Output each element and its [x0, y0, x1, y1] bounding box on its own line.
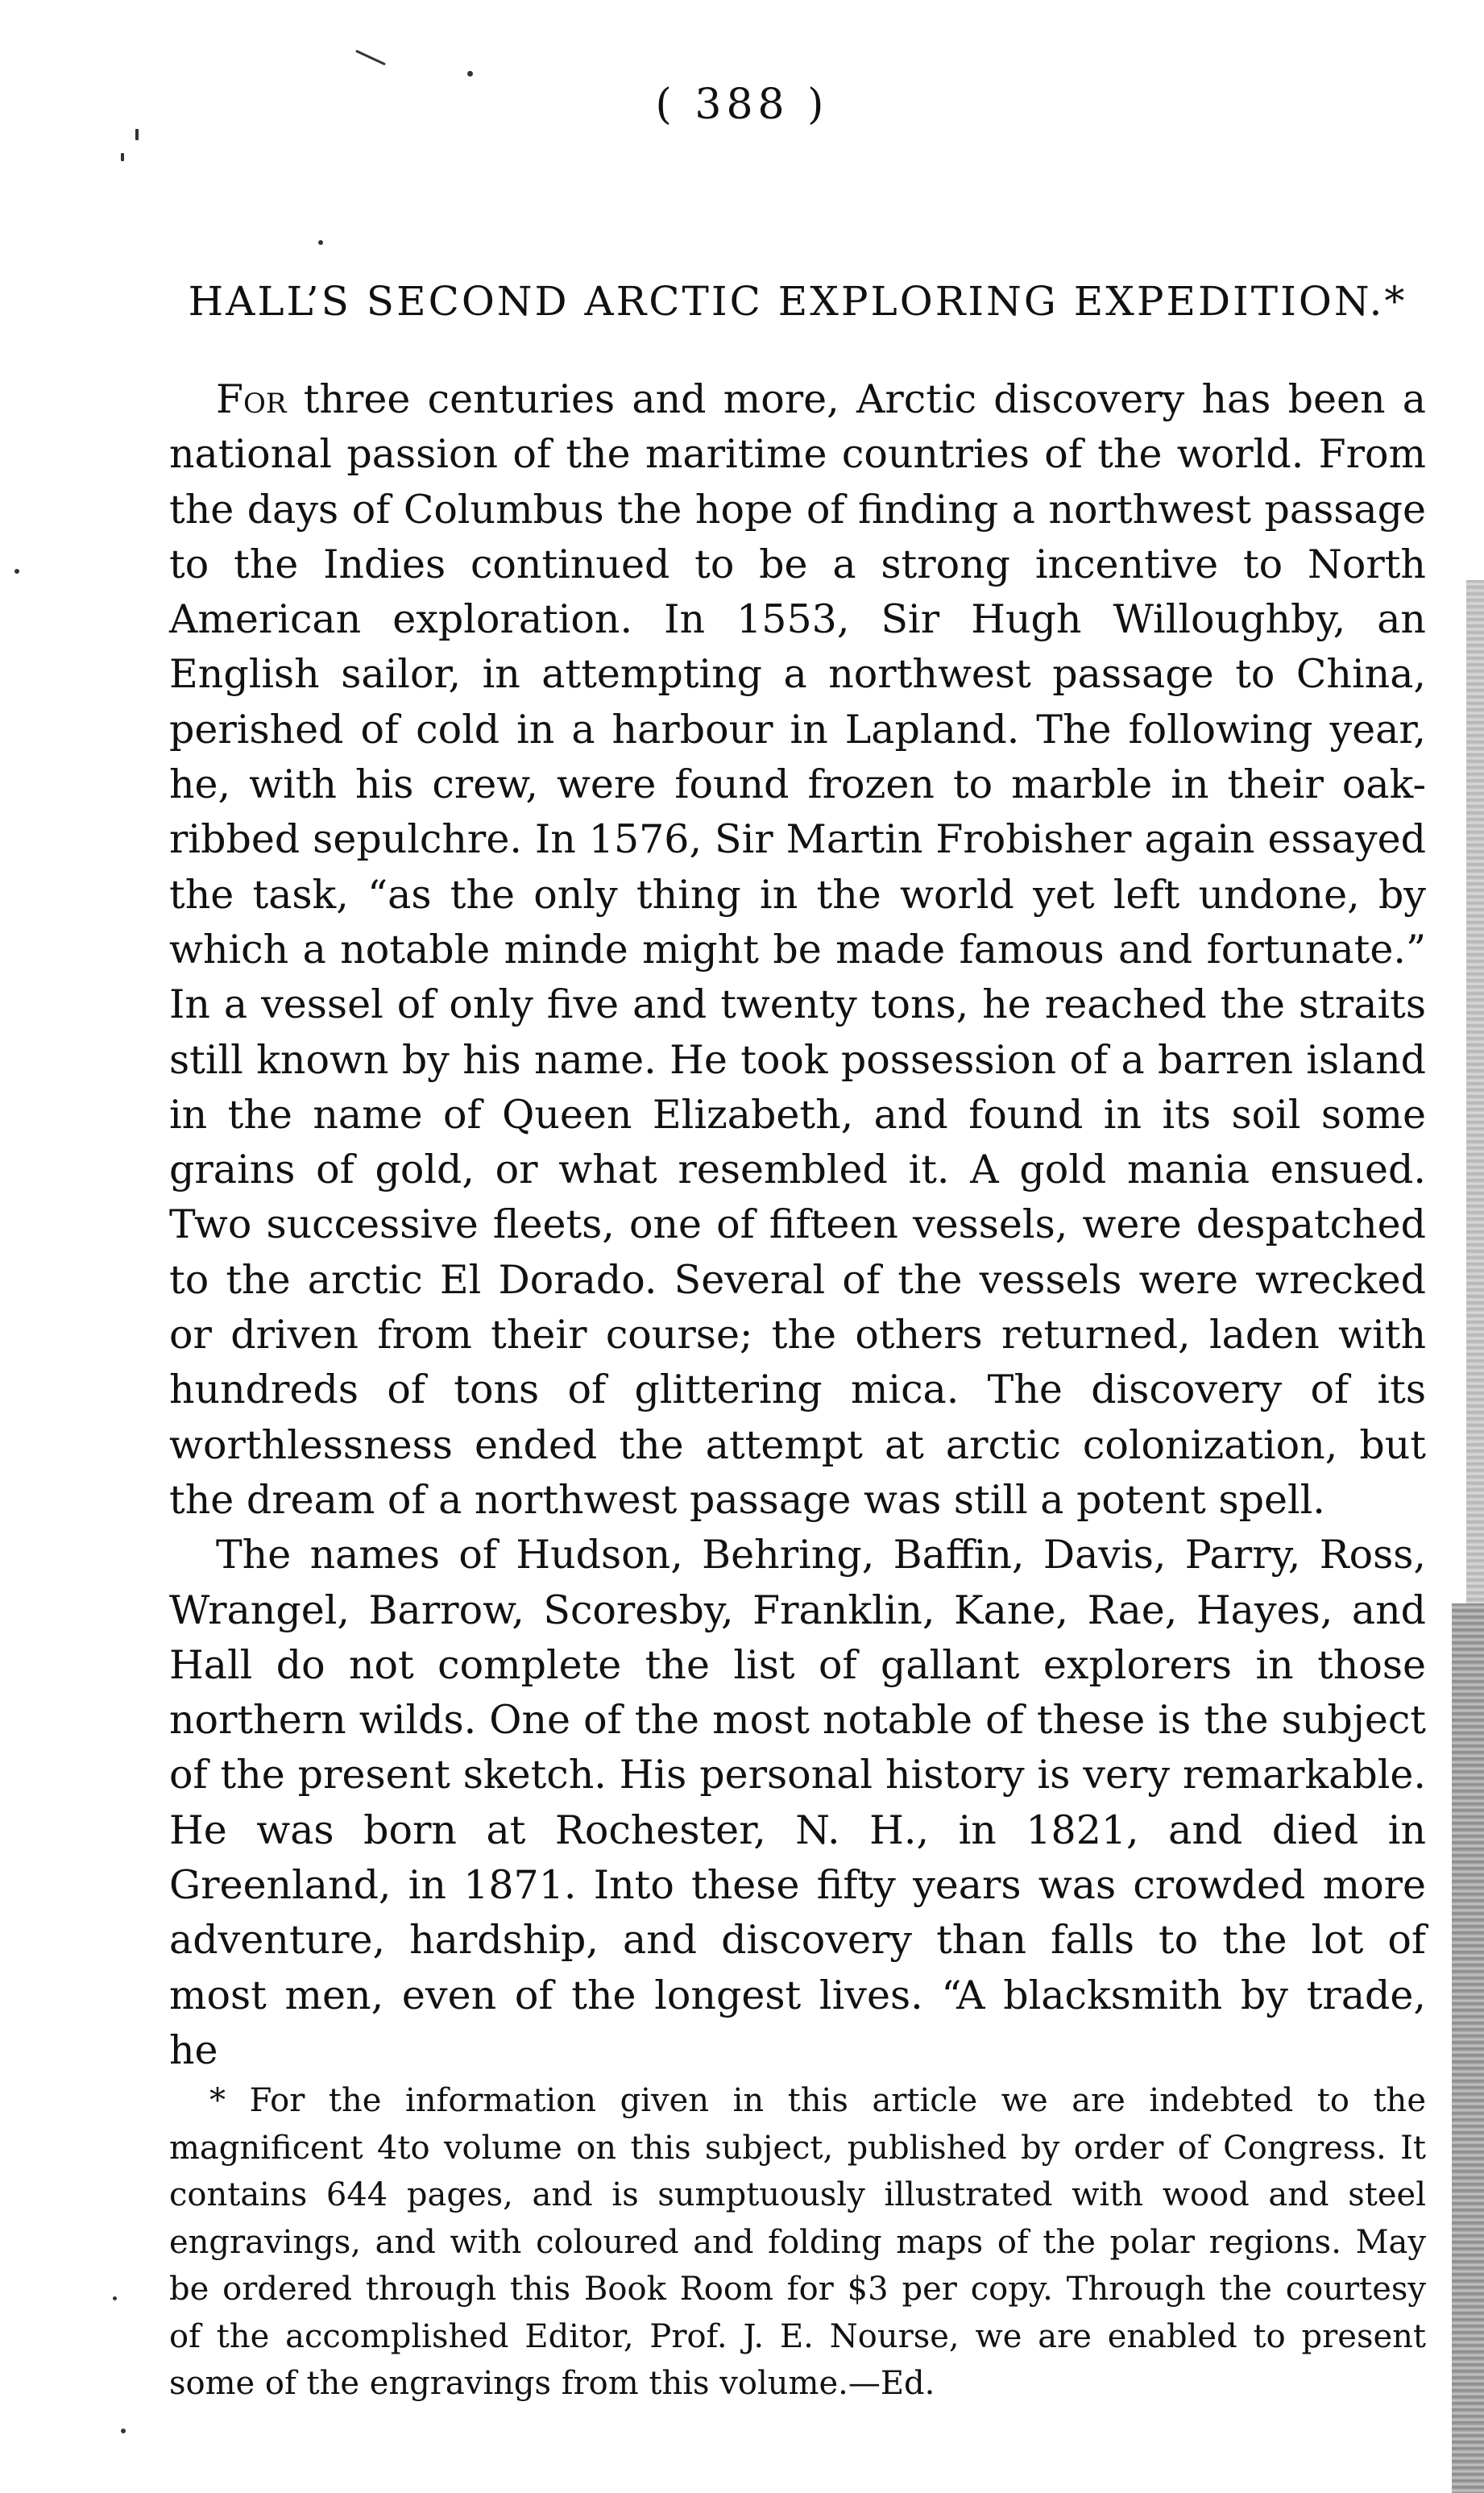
page-number: ( 388 ) [655, 81, 829, 129]
scan-speck [135, 129, 139, 140]
scan-speck [113, 2296, 117, 2300]
article-body [169, 372, 1426, 2078]
footnote-paragraph [169, 2077, 1426, 2408]
article-title: HALL’S SECOND ARCTIC EXPLORING EXPEDITION.* [188, 278, 1407, 325]
scan-speck [318, 240, 323, 245]
page-edge-shadow [1466, 580, 1484, 1603]
scan-speck [121, 153, 124, 161]
scan-speck [121, 2429, 126, 2433]
page-edge-shadow [1452, 1603, 1484, 2493]
paragraph [169, 372, 1426, 1528]
paragraph: The names of Hudson, Behring, Baffin, Davis, Parry, Ross, Wrangel, Barrow, Scoresby, Franklin, Kane, Rae, Hayes, and Hall do not complete the list of gallant explorers in those northern wilds. One of the most notable of these is the subject of the present sketch. His personal history is very remarkable. He was born at Rochester, N. H., in 1821, and died in Greenland, in 1871. Into these fifty years was crowded more adventure, hardship, and discovery than falls to the lot of most men, even of the longest lives. “A blacksmith by trade, he [169, 1532, 1426, 2073]
paragraph-lead-word: For [216, 376, 287, 422]
paragraph-text: three centuries and more, Arctic discovery has been a national passion of the maritime countries of the world. From the days of Columbus the hope of finding a northwest passage to the Indies continued to be a strong incentive to North American exploration. In 1553, Sir Hugh Willoughby, an English sailor, in attempting a northwest passage to China, perished of cold in a harbour in Lapland. The following year, he, with his crew, were found frozen to marble in their oak-ribbed sepulchre. In 1576, Sir Martin Frobisher again essayed the task, “as the only thing in the world yet left undone, by which a notable minde might be made famous and fortunate.” In a vessel of only five and twenty tons, he reached the straits still known by his name. He took possession of a barren island in the name of Queen Elizabeth, and found in its soil some grains of gold, or what resembled it. A gold mania ensued. Two successive fleets, one of fifteen vessels, were despatched to the arctic El Dorado. Several of the vessels were wrecked or driven from their course; the others returned, laden with hundreds of tons of glittering mica. The discovery of its worthlessness ended the attempt at arctic colonization, but the dream of a northwest passage was still a potent spell. [169, 376, 1426, 1523]
footnote [169, 2077, 1426, 2408]
scan-speck [467, 71, 473, 77]
scan-speck [355, 50, 386, 66]
footnote-signature: Ed. [880, 2365, 935, 2402]
footnote-text: * For the information given in this article we are indebted to the magnificent 4to volume on this subject, published by order of Congress. It contains 644 pages, and is sumptuously illustrated with wood and steel engravings, and with coloured and folding maps of the polar regions. May be ordered through this Book Room for $3 per copy. Through the courtesy of the accomplished Editor, Prof. J. E. Nourse, we are enabled to present some of the engravings from this volume.— [169, 2082, 1426, 2402]
scan-speck [15, 569, 19, 574]
